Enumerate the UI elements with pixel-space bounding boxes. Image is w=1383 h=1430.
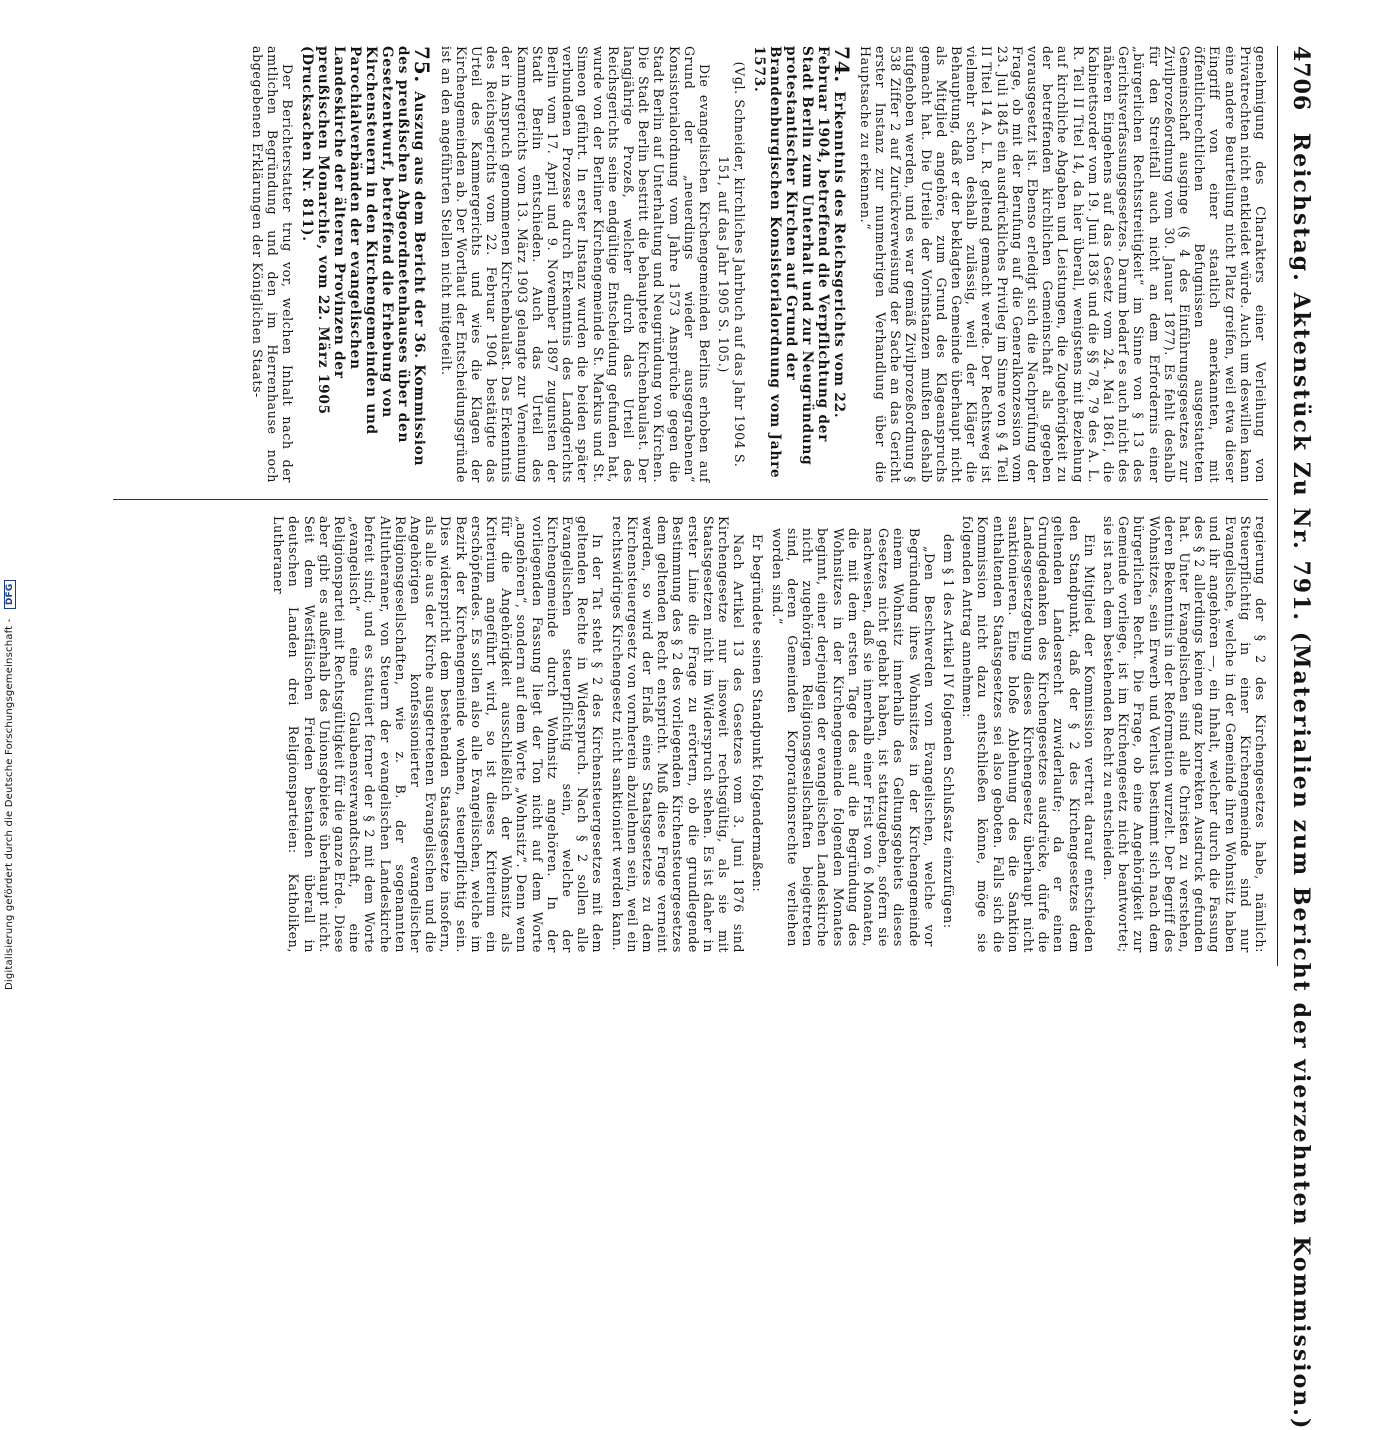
document-page (106, 46, 1316, 1430)
paragraph: Nach Artikel 13 des Gesetzes vom 3. Juni 1876 sind Kirchengesetze nur insoweit rechtsgültig, als sie mit Staatsgesetzen nicht im Widerspruch stehen. Es ist daher in erster Linie die Frage zu erörtern, ob die grundlegende Bestimmung des § 2 des vorliegenden Kirchensteuergesetzes dem geltenden Recht entspricht. Muß diese Frage verneint werden, so wird der Erlaß eines Staatsgesetzes zu dem Kirchensteuergesetz von vornherein abzulehnen sein, weil ein rechtswidriges Kirchengesetz nicht sanktioniert werden kann. (609, 516, 747, 953)
section-title: Erkenntnis des Reichsgerichts vom 22. Februar 1904, betreffend die Verpflichtung der Stadt Berlin zum Unterhalt und zur Neugründung protestantischer Kirchen auf Grund der Brandenburgischen Konsistorialordnung vom Jahre 1573. (750, 46, 847, 479)
digitization-watermark (4, 580, 16, 990)
paragraph: Der Berichterstatter trug vor, welchen Inhalt nach der amtlichen Begründung und den im Herrenhause noch abgegebenen Erklärungen der Königlichen Staats- (250, 46, 296, 483)
page-header (1274, 46, 1316, 1430)
paragraph: Ein Mitglied der Kommission vertrat darauf entschieden den Standpunkt, daß der § 2 des Kirchengesetzes dem geltenden Landesrecht zuwiderlaufe; da er einen Grundgedanken des Kirchengesetzes ausdrücke, dürfe die Landesgesetzgebung dieses Kirchengesetz überhaupt nicht sanktionieren. Eine bloße Ablehnung des die Sanktion enthaltenden Staatsgesetzes sei also geboten. Falls sich die Kommission nicht dazu entschließen könne, möge sie folgenden Antrag annehmen: (960, 516, 1097, 953)
paragraph: „Den Beschwerden von Evangelischen, welche vor Begründung ihres Wohnsitzes in der Kirchengemeinde einem Wohnsitz innerhalb des Geltungsgebiets dieses Gesetzes nicht gehabt haben, ist stattzugeben, sofern sie nachweisen, daß sie innerhalb einer Frist von 6 Monaten, die mit dem ersten Tage des auf die Begründung des Wohnsitzes in der Kirchengemeinde folgenden Monates beginnt, einer derjenigen der evangelischen Landeskirche nicht zugehörigen Religionsgesellschaften beigetreten sind, deren Gemeinden Korporationsrechte verliehen worden sind.“ (769, 528, 937, 947)
paragraph: dem § 1 des Artikel IV folgenden Schlußsatz einzufügen: (940, 534, 956, 929)
paragraph: Die evangelischen Kirchengemeinden Berlins erhoben auf Grund der „neuerdings wieder ausgegrabenen“ Konsistorialordnung vom Jahre 1573 Ansprüche gegen die Stadt Berlin auf Unterhaltung und Neugründung von Kirchen. Die Stadt Berlin bestritt die behauptete Kirchenbaulast. Der langjährige Prozeß, welcher durch das Urteil des Reichsgerichts seine endgültige Entscheidung gefunden hat, wurde von der Berliner Kirchengemeinde St. Markus und St. Simeon geführt. In erster Instanz wurden die beiden später verbundenen Prozesse durch Erkenntnis des Landgerichts Berlin vom 17. April und 9. November 1897 zugunsten der Stadt Berlin entschieden. Auch das Urteil des Kammergerichts vom 13. März 1903 gelangte zur Verneinung der in Anspruch genommenen Kirchenbaulast. Das Erkenntnis des Reichsgerichts vom 22. Februar 1904 bestätigte das Urteil des Kammergerichts und wies die Klagen der Kirchengemeinden ab. Der Wortlaut der Entscheidungsgründe ist an den angeführten Stellen nicht mitgeteilt. (438, 46, 713, 483)
section-number: 74. (829, 46, 854, 84)
column-divider (113, 499, 1268, 500)
dfg-logo: DFG (4, 580, 16, 610)
paragraph: In der Tat steht § 2 des Kirchensteuergesetzes mit dem geltenden Rechte in Widerspruch. Nach § 2 sollen alle Evangelischen steuerpflichtig sein, welche der Kirchengemeinde durch Wohnsitz angehören. In der vorliegenden Fassung liegt der Ton nicht auf dem Worte „angehören“, sondern auf dem Worte „Wohnsitz“. Denn wenn für die Angehörigkeit ausschließlich der Wohnsitz als Kriterium angeführt wird, so ist dieses Kriterium ein erschöpfendes. Es sollen also alle Evangelischen, welche im Bezirk der Kirchengemeinde wohnen, steuerpflichtig sein. Dies widerspricht dem bestehenden Staatsgesetze insofern, als alle aus der Kirche ausgetretenen Evangelischen und die Angehörigen konfessionierter evangelischer Religionsgesellschaften, wie z. B. der sogenannten Altlutheraner, von Steuern der evangelischen Landeskirche befreit sind; und es statuiert ferner der § 2 mit dem Worte „evangelisch“ eine Glaubensverwandtschaft, eine Religionspartei mit Rechtsgültigkeit für die ganze Erde. Diese aber gibt es außerhalb des Unionsgebietes überhaupt nicht. Seit dem Westfälischen Frieden bestanden überall in deutschen Landen drei Religionsparteien: Katholiken, Lutheraner (271, 516, 606, 953)
paragraph: regierung der § 2 des Kirchengesetzes habe, nämlich: Steuerpflichtig in einer Kirchengemeinde sind nur Evangelische, welche in der Gemeinde ihren Wohnsitz haben und ihr angehören —, ein Inhalt, welcher durch die Fassung des § 2 allerdings keinen ganz korrekten Ausdruck gefunden hat. Unter Evangelischen sind alle Christen zu verstehen, deren Bekenntnis in der Reformation wurzelt. Der Begriff des Wohnsitzes, sein Erwerb und Verlust bestimmt sich nach dem bürgerlichen Recht. Die Frage, ob eine Angehörigkeit zur Gemeinde vorliege, ist im Kirchengesetz nicht beantwortet; sie ist nach dem bestehenden Recht zu entscheiden. (1100, 516, 1268, 953)
running-title: Reichstag. Aktenstück Zu Nr. 791. (Materialien zum Bericht der vierzehnten Kommission.) (1288, 132, 1314, 1430)
section-heading (750, 46, 854, 483)
section-number: 75. (410, 46, 435, 84)
paragraph: genehmigung des Charakters einer Verleihung von Privatrechten nicht entkleidet würde. Auch um deswillen kann eine andere Beurteilung nicht Platz greifen, weil etwa dieser Eingriff von einer staatlich anerkannten, mit öffentlichrechtlichen Befugnissen ausgestatteten Gemeinschaft ausginge (§ 4 des Einführungsgesetzes zur Zivilprozeßordnung vom 30. Januar 1877). Es fehlt deshalb für den Streitfall auch nicht an dem Erfordernis einer „bürgerlichen Rechtsstreitigkeit“ im Sinne von § 13 des Gerichtsverfassungsgesetzes. Darum bedarf es auch nicht des näheren Eingehens auf das Gesetz vom 24. Mai 1861, die Kabinettsorder vom 19. Juni 1836 und die §§ 78, 79 des A. L. R. Teil II Titel 14, da hier überall, wenigstens mit Beziehung auf kirchliche Abgaben und Leistungen, die Zugehörigkeit zu der betreffenden kirchlichen Gemeinschaft als gegeben vorausgesetzt ist. Ebenso erledigt sich die Nachprüfung der Frage, ob mit der Berufung auf die Generalkonzession vom 23. Juli 1845 ein ausdrückliches Privileg im Sinne von § 4 Teil II Titel 14 A. L. R. geltend gemacht werde. Der Rechtsweg ist vielmehr schon deshalb zulässig, weil der Kläger die Behauptung, daß er der beklagten Gemeinde überhaupt nicht als Mitglied angehöre, zum Grund des Klageanspruchs gemacht hat. Die Urteile der Vorinstanzen mußten deshalb aufgehoben werden, und es war gemäß Zivilprozeßordnung § 538 Ziffer 2 auf Zurückverweisung der Sache an das Gericht erster Instanz zur nunmehrigen Verhandlung über die Hauptsache zu erkennen.“ (857, 46, 1268, 483)
second-column-text (271, 516, 1268, 953)
page-number: 4706 (1288, 46, 1314, 112)
paragraph: Er begründete seinen Standpunkt folgendermaßen: (750, 534, 766, 893)
first-column-text (250, 46, 1268, 483)
section-note: (Vgl. Schneider, kirchliches Jahrbuch auf das Jahr 1904 S. 151, auf das Jahr 1905 S. 105.) (716, 61, 747, 468)
column-first (113, 46, 1268, 483)
section-heading (299, 46, 435, 483)
column-second (113, 516, 1268, 953)
section-title: Auszug aus dem Bericht der 36. Kommission des preußischen Abgeordnetenhauses über den Gesetzentwurf, betreffend die Erhebung von Kirchensteuern in den Kirchengemeinden und Parochialverbänden der evangelischen Landeskirche der älteren Provinzen der preußischen Monarchie, vom 22. März 1905 (Drucksachen Nr. 811). (299, 46, 428, 467)
header-rule (1277, 46, 1278, 966)
watermark-text: Digitalisierung gefördert durch die Deutsche Forschungsgemeinschaft - (4, 618, 15, 990)
